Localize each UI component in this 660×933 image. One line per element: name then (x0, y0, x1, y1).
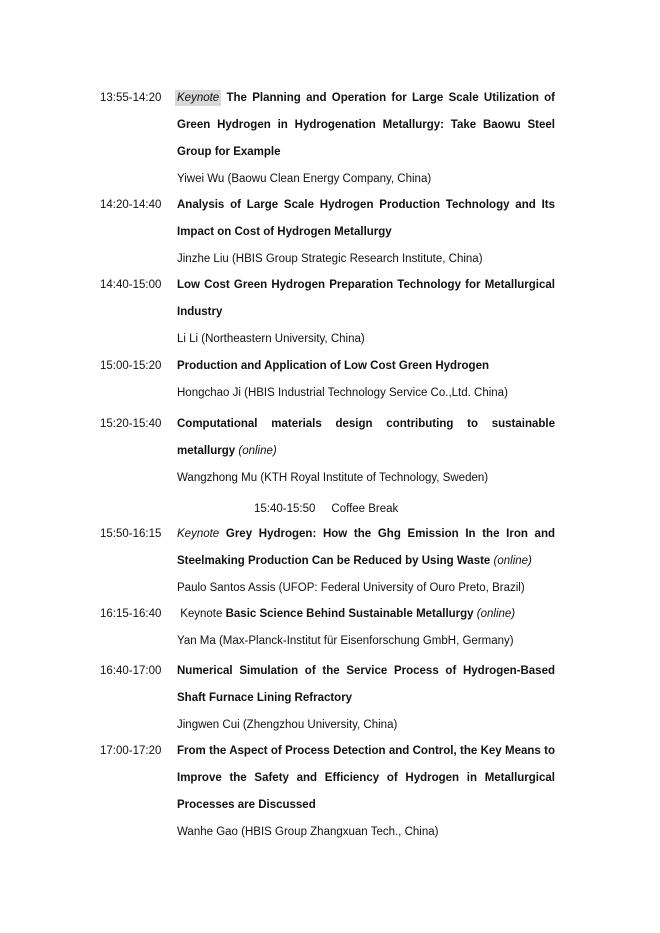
session-title: Numerical Simulation of the Service Process of Hydrogen-Based Shaft Furnace Lining Refractory (177, 665, 555, 704)
keynote-label: Keynote (177, 92, 220, 104)
session-title: Production and Application of Low Cost Green Hydrogen (177, 360, 489, 372)
keynote-label: Keynote (177, 528, 220, 540)
session-title: Analysis of Large Scale Hydrogen Production Technology and Its Impact on Cost of Hydrogen Metallurgy (177, 199, 555, 238)
session-content (177, 272, 555, 353)
online-tag: (online) (238, 445, 277, 457)
session-time: 15:20-15:40 (100, 418, 162, 430)
keynote-label: Keynote (180, 608, 223, 620)
session-content (177, 85, 555, 193)
session-time: 16:15-16:40 (100, 608, 162, 620)
session-content (177, 192, 555, 273)
session-content (177, 738, 555, 846)
online-tag: (online) (493, 555, 532, 567)
session-speaker: Yiwei Wu (Baowu Clean Energy Company, China) (177, 173, 432, 185)
session-title: The Planning and Operation for Large Scale Utilization of Green Hydrogen in Hydrogenation Metallurgy: Take Baowu Steel Group for Example (177, 92, 556, 158)
session-speaker: Jingwen Cui (Zhengzhou University, China) (177, 719, 398, 731)
session-speaker: Yan Ma (Max-Planck-Institut für Eisenforschung GmbH, Germany) (177, 635, 514, 647)
session-title-block (177, 85, 555, 166)
session-title: Computational materials design contributing to sustainable metallurgy (177, 418, 555, 457)
session-title: From the Aspect of Process Detection and Control, the Key Means to Improve the Safety and Efficiency of Hydrogen in Metallurgical Processes are Discussed (177, 745, 555, 811)
online-tag: (online) (476, 608, 516, 620)
session-time: 14:20-14:40 (100, 199, 162, 211)
session-content (177, 353, 555, 407)
session-speaker: Wanhe Gao (HBIS Group Zhangxuan Tech., China) (177, 826, 439, 838)
session-title: Basic Science Behind Sustainable Metallurgy (225, 608, 474, 620)
coffee-break-label: Coffee Break (331, 503, 399, 515)
session-title-block (177, 521, 555, 575)
session-time: 15:00-15:20 (100, 360, 162, 372)
session-title-block (177, 601, 555, 628)
session-speaker: Hongchao Ji (HBIS Industrial Technology Service Co.,Ltd. China) (177, 387, 508, 399)
coffee-break-time: 15:40-15:50 (254, 503, 316, 515)
session-speaker: Wangzhong Mu (KTH Royal Institute of Technology, Sweden) (177, 472, 489, 484)
session-title-block (177, 411, 555, 465)
session-speaker: Paulo Santos Assis (UFOP: Federal University of Ouro Preto, Brazil) (177, 582, 525, 594)
session-time: 15:50-16:15 (100, 528, 162, 540)
session-title: Low Cost Green Hydrogen Preparation Technology for Metallurgical Industry (177, 279, 555, 318)
session-speaker: Li Li (Northeastern University, China) (177, 333, 365, 345)
session-content (177, 658, 555, 739)
session-content (177, 411, 555, 492)
session-content (177, 521, 555, 602)
session-title: Grey Hydrogen: How the Ghg Emission In the Iron and Steelmaking Production Can be Reduced by Using Waste (177, 528, 555, 567)
session-time: 17:00-17:20 (100, 745, 162, 757)
session-time: 16:40-17:00 (100, 665, 162, 677)
session-content (177, 601, 555, 655)
session-speaker: Jinzhe Liu (HBIS Group Strategic Research Institute, China) (177, 253, 483, 265)
coffee-break (254, 496, 398, 523)
session-time: 13:55-14:20 (100, 92, 162, 104)
session-time: 14:40-15:00 (100, 279, 162, 291)
